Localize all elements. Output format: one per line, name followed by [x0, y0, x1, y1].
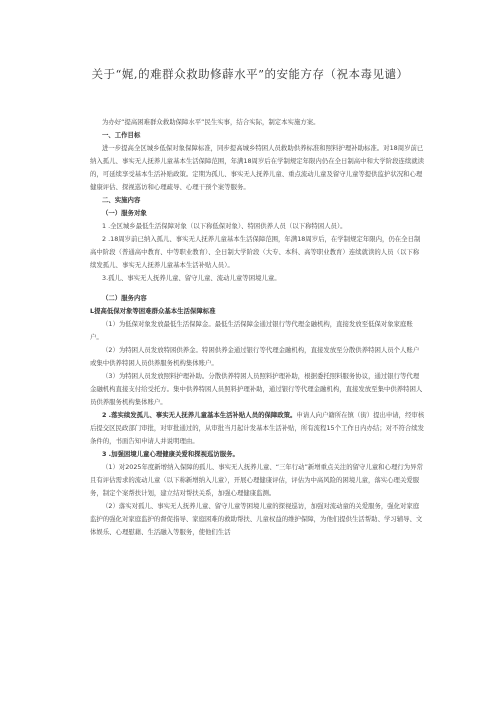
section-1-heading: 一、工作目标: [102, 131, 141, 139]
spacer: [90, 285, 425, 292]
service-content-item-2-heading: 2 .落实续发孤儿、事实无人抚养儿童基本生活补贴人员的保障政策。: [102, 411, 297, 419]
service-content-paragraph-2: （2）为特困人员发放特困供养金。特困供养金通过银行等代理金融机构，直接发放至分散供养特困人员个人账户或集中供养特困人员供养服务机构集体账户。: [90, 346, 420, 367]
service-content-heading: （二）服务内容: [102, 294, 147, 302]
service-content-item-3-paragraph-1: （1）对2025年度新增纳入保障的孤儿、事实无人抚养儿童、“三年行动”新增重点关注的留守儿童和心理行为异常且有评估需求的流动儿童（以下称新增纳入儿童），开展心理健康评估，评估为中高风险的困境儿童，落实心理关爱服务，制定个案帮扶计划，建立结对帮扶关系，加强心理健康监测。: [90, 463, 423, 497]
service-target-item-2: 2 .18周岁前已纳入孤儿、事实无人抚养儿童基本生活保障范围，年满18周岁后，在学制规定年限内，仍在全日制高中阶段（普通高中教育、中等职业教育）、全日制大学阶段（大专、本科、高等职业教育）连续就读的人员（以下称续发孤儿、事实无人抚养儿童基本生活补贴人员）。: [90, 235, 421, 269]
intro-paragraph: 为办好“提高困难群众救助保障水平”民生实事，结合实际，制定本实施方案。: [102, 118, 320, 126]
service-content-item-2-body: 申请人向户籍所在镇（街）提出申请，经审核后提交区民政部门审批，对审批通过的，从审批当月起计发基本生活补贴，所有流程15个工作日内办结；对不符合续发条件的，书面告知申请人并说明理由。: [90, 411, 425, 445]
section-2-heading: 二、实施内容: [102, 196, 141, 204]
document-body: [90, 116, 425, 539]
section-1-paragraph: 进一步提高全区城乡低保对象保障标准，同步提高城乡特困人员救助供养标准和照料护理补助标准。对18周岁前已纳入孤儿、事实无人抚养儿童基本生活保障范围，年满18周岁后在学制规定年限内仍在全日制高中和大学阶段连续就读的，可延续享受基本生活补贴政策。定期为孤儿、事实无人抚养儿童、重点流动儿童及留守儿童等提供监护状况和心理健康评估、探视巡访和心理疏导、心理干预个案等服务。: [90, 144, 425, 191]
service-target-item-3: 3.孤儿、事实无人抚养儿童、留守儿童、流动儿童等困境儿童。: [102, 274, 281, 282]
service-targets-heading: （一）服务对象: [102, 209, 147, 217]
service-content-item-2: [90, 409, 425, 448]
service-content-item-3-paragraph-2: （2）落实对孤儿、事实无人抚养儿童、留守儿童等困境儿童的探视巡访，加强对流动童的关爱服务，强化对家庭监护的强化对家庭监护的督促指导、家庭困难的救助帮扶、儿童权益的维护保障，为他们提供生活帮助、学习辅导、文体娱乐、心理慰藉、生活融入等服务，使他们生活: [90, 502, 423, 536]
service-content-subheading-1: L提高低保对象等困难群众基本生活保障标准: [90, 307, 216, 315]
service-content-paragraph-1: （1）为低保对象发放最低生活保障金。最低生活保障金通过银行等代理金融机构，直接发放至低保对象家庭账户。: [90, 320, 413, 341]
service-content-item-3-heading: 3 .加强困境儿童心理健康关爱和探视巡访服务。: [102, 450, 239, 458]
service-target-item-1: 1 .全区城乡最低生活保障对象（以下称低保对象）、特困供养人员（以下称特困人员）。: [102, 222, 347, 230]
document-title: 关于“娓,的难群众救助修薜水平”的安能方存（祝本毒见谴）: [91, 67, 409, 81]
service-content-paragraph-3: （3）为特困人员发放照料护理补助。分散供养特困人员照料护理补助，根据委托照料服务协议，通过银行等代理金融机构直接支付给受托方。集中供养特困人员照料护理补助，通过银行等代理金融机构，直接发放至集中供养特困人员供养服务机构集体账户。: [90, 372, 423, 406]
